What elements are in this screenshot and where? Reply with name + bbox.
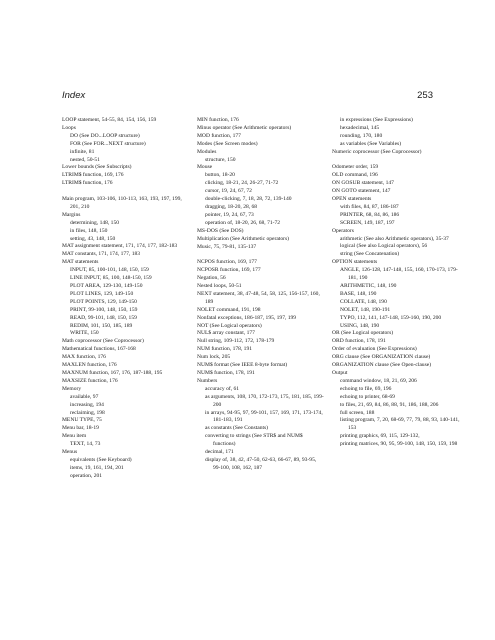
index-entry: Output (332, 369, 348, 376)
index-entry: Modules (197, 148, 217, 155)
index-subentry: available, 97 (70, 393, 99, 400)
index-entry: NOT (See Logical operators) (197, 322, 262, 329)
index-entry: MAX function, 176 (62, 354, 106, 361)
index-subentry: logical (See also Logical operators), 56 (340, 243, 428, 250)
index-entry: Null string, 109-112, 172, 178-179 (197, 338, 275, 345)
index-subentry: hexadecimal, 145 (340, 124, 380, 131)
index-subentry: PLOT AREA, 129-130, 149-150 (70, 283, 143, 290)
index-entry: MOD function, 177 (197, 132, 241, 139)
index-subentry: PRINTER, 68, 84, 86, 186 (340, 211, 400, 218)
index-subentry: PLOT LINES, 129, 149-150 (70, 290, 134, 297)
index-entry: ORG clause (See ORGANIZATION clause) (332, 354, 431, 361)
index-subentry: echoing to file, 69, 196 (340, 385, 392, 392)
index-subentry: infinite, 81 (70, 148, 95, 155)
index-entry: NUM function, 178, 191 (197, 346, 253, 353)
index-subentry: ARITHMETIC, 148, 190 (340, 283, 397, 290)
index-entry: Loops (62, 124, 76, 131)
index-subentry: cursor, 19, 24, 67, 72 (205, 188, 252, 195)
index-column-2 (197, 117, 325, 473)
index-subentry: LINE INPUT, 85, 100, 148-150, 159 (70, 275, 152, 282)
index-entry: NEXT statement, 38, 47-48, 54, 58, 125, 156-157, 160, 189 (197, 290, 320, 305)
index-subentry: setting, 43, 148, 150 (70, 235, 116, 242)
index-subentry: button, 18-20 (205, 172, 235, 179)
index-entry: MAXNUM function, 167, 176, 187-188, 195 (62, 369, 163, 376)
index-entry: Numbers (197, 377, 218, 384)
index-subentry: full screen, 188 (340, 409, 375, 416)
index-entry: MAXLEN function, 176 (62, 362, 117, 369)
index-entry: Mathematical functions, 167-168 (62, 346, 136, 353)
index-entry: Margins (62, 211, 81, 218)
index-subentry: as arguments, 108, 170, 172-173, 175, 181, 185, 199-200 (205, 393, 324, 408)
index-entry: OR (See Logical operators) (332, 330, 394, 337)
index-entry: Num lock, 205 (197, 354, 231, 361)
index-entry: Mouse (197, 164, 213, 171)
index-subentry: FOR (See FOR...NEXT structure) (70, 140, 146, 147)
running-title: Index (62, 90, 86, 101)
index-subentry: COLLATE, 148, 190 (340, 298, 387, 305)
index-subentry: printing graphics, 69, 115, 129-132, (340, 433, 420, 440)
index-subentry: INPUT, 85, 100-101, 148, 150, 159 (70, 267, 149, 274)
index-entry: LTRIM$ function, 169, 176 (62, 172, 124, 179)
index-entry: MAXSIZE function, 176 (62, 377, 118, 384)
index-subentry: pointer, 19, 24, 67, 73 (205, 211, 254, 218)
index-entry: Modes (See Screen modes) (197, 140, 258, 147)
index-subentry: REDIM, 101, 150, 185, 189 (70, 322, 133, 329)
index-entry: ON GOSUB statement, 147 (332, 180, 394, 187)
index-subentry: in arrays, 94-95, 97, 99-101, 157, 169, 171, 173-174, 181-183, 191 (205, 409, 323, 424)
index-subentry: printing matrices, 90, 95, 99-100, 148, 150, 159, 198 (340, 441, 458, 448)
index-subentry: decimal, 171 (205, 449, 234, 456)
index-subentry: operation of, 18-20, 26, 68, 71-72 (205, 219, 281, 226)
index-subentry: reclaiming, 198 (70, 409, 105, 416)
index-entry: Odometer order, 159 (332, 164, 379, 171)
index-subentry: DO (See DO...LOOP structure) (70, 132, 140, 139)
index-entry: OLD command, 196 (332, 172, 378, 179)
index-column-3 (332, 117, 460, 449)
index-entry: MENU TYPE, 75 (62, 417, 102, 424)
index-entry: Menus (62, 449, 78, 456)
index-entry: Nested loops, 50-51 (197, 283, 242, 290)
index-subentry: accuracy of, 61 (205, 385, 240, 392)
page-number: 253 (417, 90, 433, 101)
index-subentry: as constants (See Constants) (205, 425, 269, 432)
index-entry: Nonfatal exceptions, 186-187, 195, 197, 199 (197, 314, 297, 321)
index-entry: Math coprocessor (See Coprocessor) (62, 338, 144, 345)
index-subentry: display of, 38, 42, 47-50, 62-63, 66-67, 89, 93-95, 99-100, 108, 162, 187 (205, 456, 317, 471)
index-entry: MS-DOS (See DOS) (197, 227, 244, 234)
index-subentry: converting to strings (See STR$ and NUM$ functions) (205, 433, 303, 448)
index-entry: LOOP statement, 54-55, 84, 154, 156, 159 (62, 117, 157, 123)
index-subentry: ANGLE, 126-128, 147-148, 155, 160, 170-173, 179-181, 190 (340, 267, 458, 282)
index-entry: NCPOSR function, 169, 177 (197, 267, 261, 274)
index-subentry: with files, 84, 87, 186-187 (340, 203, 399, 210)
page-header (62, 90, 433, 104)
index-entry: ORGANIZATION clause (See Open-clause) (332, 362, 432, 369)
index-subentry: TEXT, 14, 73 (70, 441, 101, 448)
index-subentry: to files, 21, 69, 84, 86, 88, 91, 186, 188, 206 (340, 401, 439, 408)
index-entry: Operators (332, 227, 354, 234)
index-entry: NUL$ array constant, 177 (197, 330, 255, 337)
index-column-1 (62, 117, 190, 481)
index-subentry: arithmetic (See also Arithmetic operators), 35-37 (340, 235, 449, 242)
index-subentry: TYPO, 112, 141, 147-148, 159-160, 190, 200 (340, 314, 442, 321)
index-subentry: in expressions (See Expressions) (340, 117, 413, 123)
index-subentry: string (See Concatenation) (340, 251, 400, 258)
index-entry: Negation, 56 (197, 275, 226, 282)
index-subentry: NOLET, 148, 190-191 (340, 306, 391, 313)
index-entry: Order of evaluation (See Expressions) (332, 346, 417, 353)
index-subentry: USING, 148, 190 (340, 322, 380, 329)
index-subentry: structure, 150 (205, 156, 236, 163)
index-subentry: determining, 148, 150 (70, 219, 119, 226)
index-entry: NUM$ format (See IEEE 8-byte format) (197, 362, 288, 369)
index-subentry: increasing, 194 (70, 401, 104, 408)
index-subentry: items, 19, 161, 194, 201 (70, 464, 124, 471)
index-entry: MAT constants, 171, 174, 177, 183 (62, 251, 141, 258)
index-entry: Numeric coprocessor (See Coprocessor) (332, 148, 422, 155)
index-subentry: equivalents (See Keyboard) (70, 456, 132, 463)
index-entry: Multiplication (See Arithmetic operators) (197, 235, 289, 242)
index-subentry: double-clicking, 7, 18, 28, 72, 139-140 (205, 196, 292, 203)
index-entry: NOLET command, 191, 198 (197, 306, 261, 313)
index-subentry: clicking, 18-21, 24, 26-27, 71-72 (205, 180, 279, 187)
index-subentry: SCREEN, 149, 187, 197 (340, 219, 395, 226)
index-subentry: as variables (See Variables) (340, 140, 402, 147)
index-subentry: command window, 18, 21, 69, 206 (340, 377, 417, 384)
index-subentry: in files, 148, 150 (70, 227, 108, 234)
index-entry: OPTION statements (332, 259, 378, 266)
index-entry: Music, 75, 79-81, 135-137 (197, 243, 257, 250)
index-entry: NUM$ function, 178, 191 (197, 369, 255, 376)
index-entry: Minus operator (See Arithmetic operators) (197, 124, 292, 131)
index-subentry: PRINT, 99-100, 148, 150, 159 (70, 306, 138, 313)
index-subentry: BASE, 148, 190 (340, 290, 377, 297)
index-subentry: rounding, 170, 180 (340, 132, 383, 139)
index-subentry: READ, 99-101, 148, 150, 159 (70, 314, 137, 321)
index-entry: LTRIM$ function, 176 (62, 180, 113, 187)
index-subentry: WRITE, 150 (70, 330, 99, 337)
index-entry: Menu bar, 18-19 (62, 425, 99, 432)
index-entry: ON GOTO statement, 147 (332, 188, 391, 195)
index-subentry: dragging, 18-20, 28, 68 (205, 203, 258, 210)
index-subentry: nested, 50-51 (70, 156, 100, 163)
index-entry: Menu item (62, 433, 87, 440)
index-entry: MAT assignment statement, 171, 174, 177, 182-183 (62, 243, 178, 250)
index-subentry: operation, 201 (70, 472, 103, 479)
index-entry: MAT statements (62, 259, 99, 266)
index-entry: OPEN statements (332, 196, 372, 203)
index-entry: Lower bounds (See Subscripts) (62, 164, 132, 171)
index-subentry: echoing to printer, 68-69 (340, 393, 395, 400)
index-entry: Memory (62, 385, 82, 392)
index-entry: NCPOS function, 169, 177 (197, 259, 257, 266)
index-entry: MIN function, 176 (197, 117, 239, 123)
index-subentry: PLOT POINTS, 129, 149-150 (70, 298, 137, 305)
index-subentry: listing program, 7, 20, 68-69, 77, 79, 88, 93, 140-141, 153 (340, 417, 460, 432)
index-entry: ORD function, 178, 191 (332, 338, 386, 345)
index-entry: Main program, 103-106, 110-113, 163, 193, 197, 199, 201, 210 (62, 196, 182, 210)
